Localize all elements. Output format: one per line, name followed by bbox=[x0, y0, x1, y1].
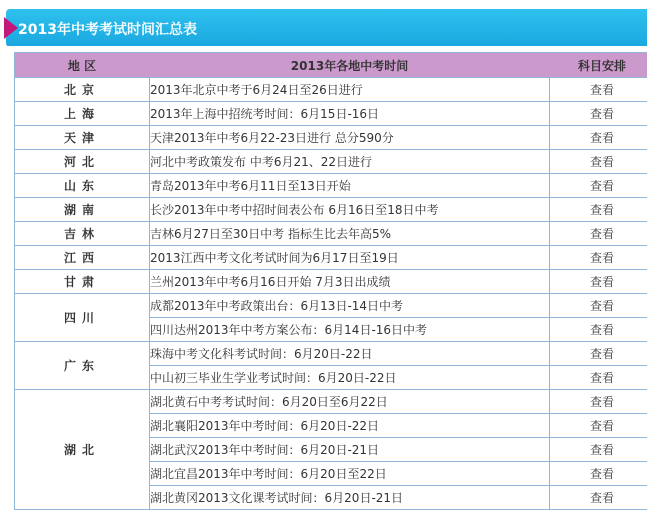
table-row bbox=[15, 102, 647, 126]
view-link[interactable]: 查看 bbox=[589, 179, 614, 193]
table-row bbox=[15, 390, 647, 414]
exam-time-cell: 湖北黄冈2013文化课考试时间：6月20日-21日 bbox=[150, 486, 550, 510]
view-link[interactable]: 查看 bbox=[589, 131, 614, 145]
view-link[interactable]: 查看 bbox=[589, 443, 614, 457]
view-link[interactable]: 查看 bbox=[589, 227, 614, 241]
exam-time-cell: 河北中考政策发布 中考6月21、22日进行 bbox=[150, 150, 550, 174]
view-link[interactable]: 查看 bbox=[589, 491, 614, 505]
exam-time-cell: 中山初三毕业生学业考试时间：6月20日-22日 bbox=[150, 366, 550, 390]
exam-time-cell: 2013年上海中招统考时间：6月15日-16日 bbox=[150, 102, 550, 126]
table-row bbox=[15, 198, 647, 222]
exam-time-cell: 青岛2013年中考6月11日至13日开始 bbox=[150, 174, 550, 198]
action-cell bbox=[550, 462, 647, 486]
view-link[interactable]: 查看 bbox=[589, 395, 614, 409]
view-link[interactable]: 查看 bbox=[589, 347, 614, 361]
exam-time-cell: 2013年北京中考于6月24日至26日进行 bbox=[150, 78, 550, 102]
view-link[interactable]: 查看 bbox=[589, 275, 614, 289]
exam-time-cell: 湖北襄阳2013年中考时间：6月20日-22日 bbox=[150, 414, 550, 438]
table-row bbox=[15, 78, 647, 102]
region-cell: 天津 bbox=[15, 126, 150, 150]
view-link[interactable]: 查看 bbox=[589, 155, 614, 169]
table-row bbox=[15, 174, 647, 198]
action-cell bbox=[550, 342, 647, 366]
action-cell bbox=[550, 150, 647, 174]
region-cell: 湖南 bbox=[15, 198, 150, 222]
region-cell: 山东 bbox=[15, 174, 150, 198]
action-cell bbox=[550, 198, 647, 222]
region-cell: 吉林 bbox=[15, 222, 150, 246]
view-link[interactable]: 查看 bbox=[589, 371, 614, 385]
view-link[interactable]: 查看 bbox=[589, 83, 614, 97]
action-cell bbox=[550, 78, 647, 102]
header-subject: 科目安排 bbox=[550, 53, 647, 78]
table-row bbox=[15, 126, 647, 150]
action-cell bbox=[550, 414, 647, 438]
header-region: 地 区 bbox=[15, 53, 150, 78]
action-cell bbox=[550, 390, 647, 414]
view-link[interactable]: 查看 bbox=[589, 323, 614, 337]
region-cell: 四川 bbox=[15, 294, 150, 342]
action-cell bbox=[550, 294, 647, 318]
action-cell bbox=[550, 174, 647, 198]
action-cell bbox=[550, 438, 647, 462]
action-cell bbox=[550, 366, 647, 390]
exam-time-cell: 2013江西中考文化考试时间为6月17日至19日 bbox=[150, 246, 550, 270]
region-cell: 北京 bbox=[15, 78, 150, 102]
action-cell bbox=[550, 270, 647, 294]
table-row bbox=[15, 150, 647, 174]
action-cell bbox=[550, 102, 647, 126]
exam-time-cell: 四川达州2013年中考方案公布：6月14日-16日中考 bbox=[150, 318, 550, 342]
table-row bbox=[15, 246, 647, 270]
action-cell bbox=[550, 246, 647, 270]
view-link[interactable]: 查看 bbox=[589, 251, 614, 265]
banner-accent-arrow bbox=[4, 17, 18, 39]
exam-time-cell: 天津2013年中考6月22-23日进行 总分590分 bbox=[150, 126, 550, 150]
exam-time-cell: 珠海中考文化科考试时间：6月20日-22日 bbox=[150, 342, 550, 366]
table-row bbox=[15, 342, 647, 366]
region-cell: 上海 bbox=[15, 102, 150, 126]
table-row bbox=[15, 222, 647, 246]
table-header-row bbox=[15, 53, 647, 78]
exam-time-cell: 湖北武汉2013年中考时间：6月20日-21日 bbox=[150, 438, 550, 462]
exam-time-cell: 成都2013年中考政策出台：6月13日-14日中考 bbox=[150, 294, 550, 318]
view-link[interactable]: 查看 bbox=[589, 419, 614, 433]
view-link[interactable]: 查看 bbox=[589, 467, 614, 481]
exam-time-cell: 吉林6月27日至30日中考 指标生比去年高5% bbox=[150, 222, 550, 246]
region-cell: 河北 bbox=[15, 150, 150, 174]
view-link[interactable]: 查看 bbox=[589, 203, 614, 217]
banner-bottom-strip bbox=[0, 46, 647, 50]
page-title: 2013年中考考试时间汇总表 bbox=[18, 22, 197, 38]
table-row bbox=[15, 270, 647, 294]
view-link[interactable]: 查看 bbox=[589, 107, 614, 121]
action-cell bbox=[550, 126, 647, 150]
exam-schedule-table bbox=[14, 52, 647, 510]
banner-top-strip bbox=[0, 0, 647, 9]
exam-time-cell: 长沙2013年中考中招时间表公布 6月16日至18日中考 bbox=[150, 198, 550, 222]
exam-time-cell: 兰州2013年中考6月16日开始 7月3日出成绩 bbox=[150, 270, 550, 294]
region-cell: 江西 bbox=[15, 246, 150, 270]
action-cell bbox=[550, 318, 647, 342]
table-body bbox=[15, 78, 647, 510]
action-cell bbox=[550, 486, 647, 510]
action-cell bbox=[550, 222, 647, 246]
exam-time-cell: 湖北黄石中考考试时间：6月20日至6月22日 bbox=[150, 390, 550, 414]
exam-time-cell: 湖北宜昌2013年中考时间：6月20日至22日 bbox=[150, 462, 550, 486]
title-banner bbox=[0, 0, 647, 50]
header-time: 2013年各地中考时间 bbox=[150, 53, 550, 78]
region-cell: 湖北 bbox=[15, 390, 150, 510]
region-cell: 甘肃 bbox=[15, 270, 150, 294]
view-link[interactable]: 查看 bbox=[589, 299, 614, 313]
table-row bbox=[15, 294, 647, 318]
region-cell: 广东 bbox=[15, 342, 150, 390]
